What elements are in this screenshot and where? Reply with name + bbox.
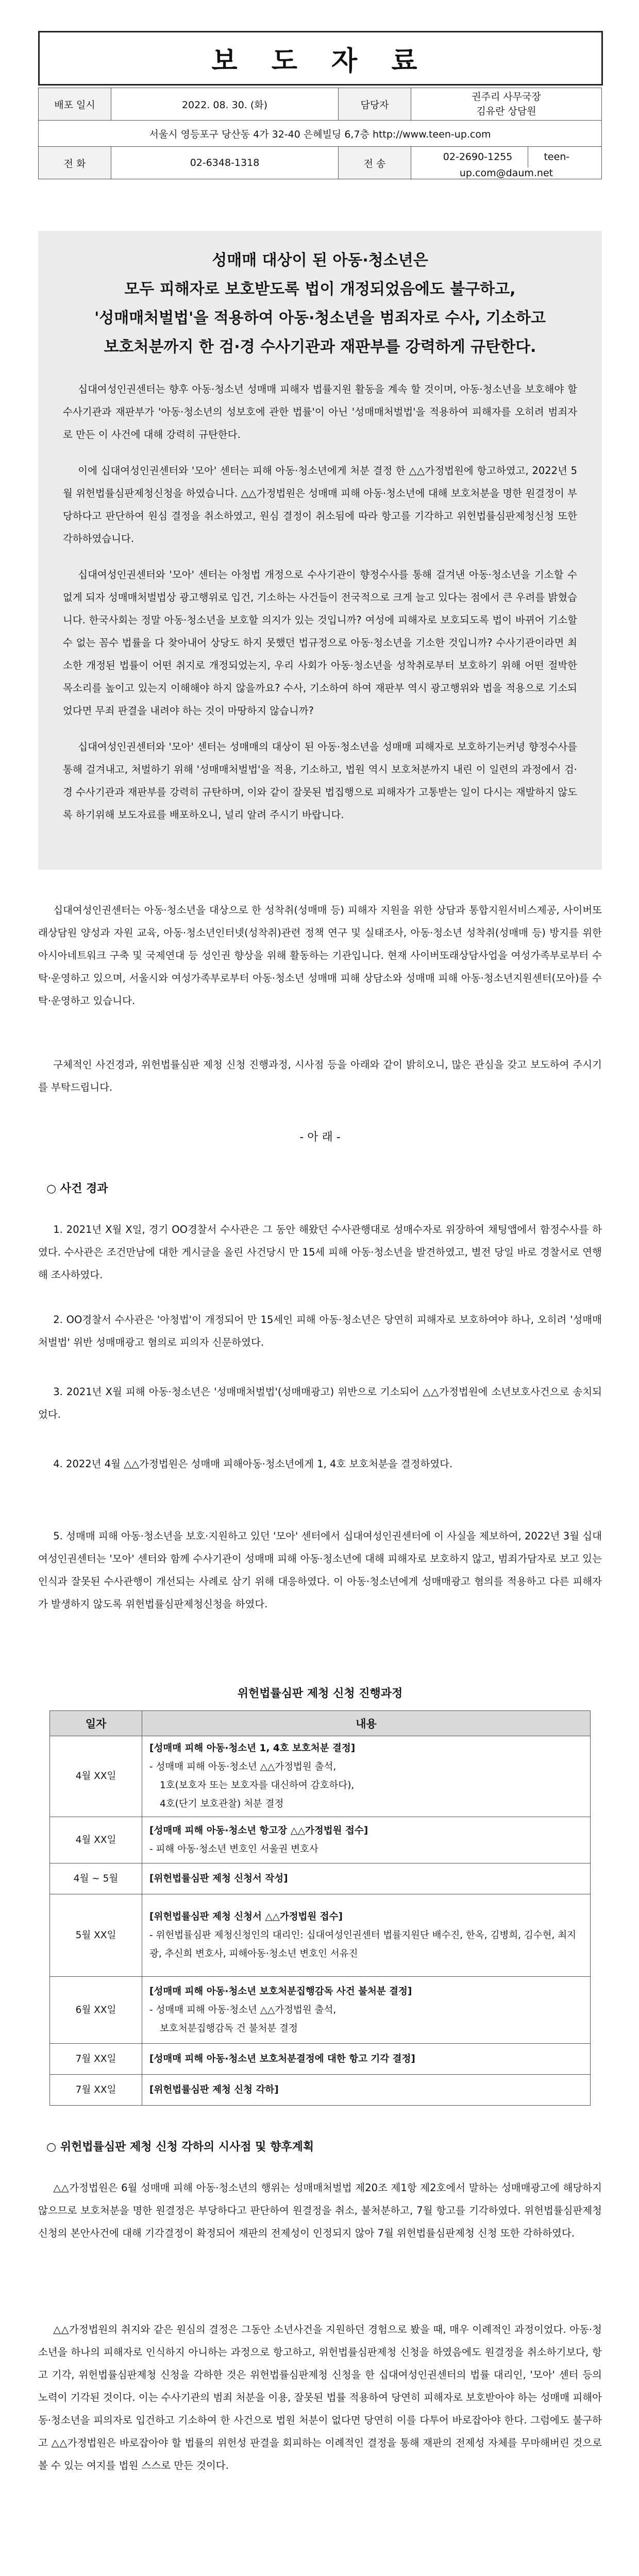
document-title: 보 도 자 료 [211,45,430,77]
summary-paragraph-2: 이에 십대여성인권센터와 '모아' 센터는 피해 아동·청소년에게 처분 결정 한 △△가정법원에 항고하였고, 2022년 5월 위헌법률심판제청신청을 하였습니다. △△가정법원은 성매매 피해 아동·청소년에 대해 보호처분을 명한 원결정이 부당하다고 판단하여 원심 결정을 취소하였고, 원심 결정이 취소됨에 따라 항고를 기각하고 위헌법률심판제청신청 또한 각하하였습니다. [63,465,577,545]
row-date: 7월 XX일 [50,2075,142,2106]
case-item-5-block [38,1525,602,1616]
contact-name-2: 김유란 상담원 [476,106,536,117]
row-content [142,1894,591,1977]
implication-paragraph-2: △△가정법원의 취지와 같은 원심의 결정은 그동안 소년사건을 지원하던 경험으로 봤을 때, 매우 이례적인 과정이었다. 아동·청소년을 하나의 피해자로 인식하지 아니하는 과정으로 항고하고, 위헌법률심판제청 신청을 하였음에도 원결정을 취소하기보다, 항고 기각, 위헌법률심판제청 신청을 각하한 것은 위헌법률심판제청 신청을 한 십대여성인권센터의 법률 대리인, '모아' 센터 등의 노력이 기각된 것이다. 이는 수사기관의 범죄 처분을 이용, 잘못된 법률 적용하여 당연히 피해자로 보호받아야 하는 성매매 피해아동·청소년을 피의자로 입건하고 기소하여 한 사건으로 법원 처분이 없다면 당연히 이를 다투어 바로잡아야 한다. 그럼에도 불구하고 △△가정법원은 바로잡아야 할 법률의 위헌성 판결을 회피하는 이례적인 결정을 통해 재판의 전제성 자체를 무마해버린 것으로 볼 수 있는 여지를 법원 스스로 만든 것이다. [38,2324,602,2471]
header-date: 일자 [50,1711,142,1736]
headline-line-4: 보호처분까지 한 검·경 수사기관과 재판부를 강력하게 규탄한다. [104,338,536,356]
row-date: 7월 XX일 [50,2044,142,2075]
row-content [142,2075,591,2106]
table-row [50,1977,591,2044]
case-item-4: 4. 2022년 4월 △△가정법원은 성매매 피해아동·청소년에게 1, 4호 보호처분을 결정하였다. [53,1458,453,1470]
row-line: 4호(단기 보호관찰) 처분 결정 [160,1799,284,1809]
case-item-2: 2. OO경찰서 수사관은 '아청법'이 개정되어 만 15세인 피해 아동·청소년은 당연히 피해자로 보호하여야 하나, 오히려 '성매매처벌법' 위반 성매매광고 혐의로 피의자 신문하였다. [38,1314,602,1348]
case-item-5: 5. 성매매 피해 아동·청소년을 보호·지원하고 있던 '모아' 센터에서 십대여성인권센터에 이 사실을 제보하여, 2022년 3월 십대여성인권센터는 '모아' 센터와 함께 수사기관이 성매매 피해 아동·청소년에 대해 피해자로 보호하지 않고, 범죄가담자로 보고 있는 인식과 잘못된 수사관행이 개선되는 사례로 삼기 위해 대응하였다. 이 아동·청소년에게 성매매광고 혐의를 적용하고 다른 피해자가 발생하지 않도록 위헌법률심판제청신청을 하였다. [38,1530,602,1610]
intro-paragraph-2: 구체적인 사건경과, 위헌법률심판 제청 신청 진행과정, 시사점 등을 아래와 같이 밝히오니, 많은 관심을 갖고 보도하여 주시기를 부탁드립니다. [38,1059,602,1093]
row-heading: [성매매 피해 아동·청소년 보호처분결정에 대한 항고 기각 결정] [149,2053,415,2064]
headline-line-1: 성매매 대상이 된 아동·청소년은 [212,251,428,269]
email-address: teen-up.com@daum.net [459,151,570,179]
progress-table-title: 위헌법률심판 제청 신청 진행과정 [237,1687,403,1700]
summary-paragraph-4: 십대여성인권센터와 '모아' 센터는 성매매의 대상이 된 아동·청소년을 성매매 피해자로 보호하기는커녕 향정수사를 통해 걸겨내고, 처벌하기 위해 '성매매처벌법'을 적용, 기소하고, 법원 역시 보호처분까지 내린 이 일련의 과정에서 검·경 수사기관과 재판부를 강력히 규탄하며, 이와 같이 잘못된 법집행으로 피해자가 고통받는 일이 다시는 재발하지 않도록 하기위해 보도자료를 배포하오니, 널리 알려 주시기 바랍니다. [63,741,577,821]
tel-number: 02-6348-1318 [190,157,260,168]
row-heading: [위헌법률심판 제청 신청서 △△가정법원 접수] [149,1911,343,1922]
table-row [50,2044,591,2075]
row-date: 4월 XX일 [50,1817,142,1863]
case-item-3-block [38,1381,602,1426]
info-table [38,88,602,179]
fax-label [339,147,411,179]
contact-value [411,88,602,121]
row-content [142,2044,591,2075]
table-row [50,1817,591,1863]
table-row [50,1736,591,1817]
fax-email [411,147,602,179]
row-line: - 피해 아동·청소년 변호인 서울권 변호사 [149,1843,318,1855]
row-line: - 성매매 피해 아동·청소년 △△가정법원 출석, [149,2004,337,2015]
headline-line-3: '성매매처벌법'을 적용하여 아동·청소년을 범죄자로 수사, 기소하고 [94,309,546,327]
summary-box [38,231,602,870]
case-item-1-block [38,1218,602,1286]
tel-value [111,147,339,179]
intro-paragraph-2-block [38,1054,602,1099]
case-item-1: 1. 2021년 X월 X일, 경기 OO경찰서 수사관은 그 동안 해왔던 수사관행대로 성매수자로 위장하여 채팅앱에서 함정수사를 하였다. 수사관은 조건만남에 대한 게시글을 올린 사건당시 만 15세 피해 아동·청소년을 발견하였고, 별전 당일 바로 경찰서로 연행해 조사하였다. [38,1224,602,1281]
row-date: 5월 XX일 [50,1894,142,1977]
contact-name-1: 권주리 사무국장 [472,91,541,103]
summary-paragraph-3: 십대여성인권센터와 '모아' 센터는 아청법 개정으로 수사기관이 향정수사를 통해 걸겨낸 아동·청소년을 기소할 수 없게 되자 성매매처벌법상 광고행위로 입건, 기소하는 사건들이 전국적으로 크게 늘고 있다는 점에서 큰 우려를 밝혔습니다. 한국사회는 정말 아동·청소년을 보호할 의지가 있는 것입니까? 여성에 피해자로 보호되도록 법이 바뀌어 기소할 수 없는 꼼수 법률을 다 찾아내어 상당도 하지 못했던 법규정으로 아동·청소년을 기소한 것입니까? 수사기관이라면 최소한 개정된 법률이 어떤 취지로 개정되었는지, 우리 사회가 아동·청소년을 성착취로부터 보호하기 위해 어떤 절박한 목소리를 높이고 있는지 이해해야 하지 않을까요? 수사, 기소하여 하여 재판부 역시 광고행위와 법을 적용으로 기소되었다면 무죄 판결을 내려야 하는 것이 마땅하지 않습니까? [63,569,577,717]
implication-paragraph-1-block [38,2177,602,2245]
row-heading: [성매매 피해 아동·청소년 보호처분집행감독 사건 불처분 결정] [149,1986,412,1997]
row-content [142,1977,591,2044]
header-content: 내용 [142,1711,591,1736]
case-item-4-block [38,1453,602,1476]
row-content [142,1736,591,1817]
intro-paragraph-1: 십대여성인권센터는 아동·청소년을 대상으로 한 성착취(성매매 등) 피해자 지원을 위한 상담과 통합지원서비스제공, 사이버또래상담원 양성과 자원 교육, 아동·청소년인터넷(성착취)관련 정책 연구 및 실태조사, 아동·청소년 성착취(성매매 등) 방지를 위한 아시아네트워크 구축 및 국제연대 등 성인권 향상을 위해 활동하는 기관입니다. 현재 사이버또래상담사업을 여성가족부로부터 수탁·운영하고 있으며, 서울시와 여성가족부로부터 아동·청소년 성매매 피해 상담소와 성매매 피해 아동·청소년지원센터(모아)를 수탁·운영하고 있습니다. [38,904,602,1007]
date-value: 2022. 08. 30. (화) [111,88,339,121]
table-row [50,2075,591,2106]
table-row [50,1894,591,1977]
section-case-title: ○ 사건 경과 [46,1182,108,1195]
fax-number: 02-2690-1255 [443,151,513,163]
implication-paragraph-1: △△가정법원은 6월 성매매 피해 아동·청소년의 행위는 성매매처벌법 제20조 제1항 제2호에서 말하는 성매매광고에 해당하지 않으므로 보호처분을 명한 원결정은 부당하다고 판단하여 원결정을 취소, 불처분하고, 7월 항고를 기각하였다. 위헌법률심판제청 신청의 본안사건에 대해 기각결정이 확정되어 재판의 전제성이 인정되지 않아 7월 위헌법률심판제청 신청 또한 각하하였다. [38,2182,602,2239]
row-line: 1호(보호자 또는 보호자를 대신하여 감호하다), [160,1780,355,1791]
row-line: - 위헌법률심판 제청신청인의 대리인: 십대여성인권센터 법률지원단 배수진, 한옥, 김병희, 김수현, 최지광, 추신희 변호사, 피해아동·청소년 변호인 서유진 [149,1929,576,1959]
case-item-2-block [38,1309,602,1354]
tel-label: 전 화 [39,147,111,179]
date-label: 배포 일시 [39,88,111,121]
fax-label-text: 전 송 [363,158,386,170]
section-implication-title: ○ 위헌법률심판 제청 신청 각하의 시사점 및 향후계획 [46,2141,314,2154]
row-heading: [성매매 피해 아동·청소년 항고장 △△가정법원 접수] [149,1825,368,1836]
row-date: 4월 XX일 [50,1736,142,1817]
headline-line-2: 모두 피해자로 보호받도록 법이 개정되었음에도 불구하고, [124,280,516,298]
address: 서울시 영등포구 당산동 4가 32-40 은혜빌딩 6,7층 http://www.teen-up.com [39,121,602,147]
row-line: 보호처분집행감독 건 불처분 결정 [160,2023,298,2034]
case-item-3: 3. 2021년 X월 피해 아동·청소년은 '성매매처벌법'(성매매광고) 위반으로 기소되어 △△가정법원에 소년보호사건으로 송치되었다. [38,1386,602,1420]
row-heading: [위헌법률심판 제청 신청서 작성] [149,1873,288,1884]
contact-label: 담당자 [339,88,411,121]
row-date: 6월 XX일 [50,1977,142,2044]
progress-table [49,1710,591,2106]
row-heading: [위헌법률심판 제청 신청 각하] [149,2084,279,2095]
title-box [38,31,603,86]
summary-headline [63,246,577,362]
row-date: 4월 ~ 5월 [50,1863,142,1894]
implication-paragraph-2-block [38,2318,602,2477]
divider-label: - 아 래 - [299,1131,341,1144]
row-content [142,1863,591,1894]
intro-paragraph-1-block [38,899,602,1012]
row-heading: [성매매 피해 아동·청소년 1, 4호 보호처분 결정] [149,1743,356,1754]
table-row [50,1863,591,1894]
row-line: - 성매매 피해 아동·청소년 △△가정법원 출석, [149,1761,337,1772]
row-content [142,1817,591,1863]
summary-paragraph-1: 십대여성인권센터는 향후 아동·청소년 성매매 피해자 법률지원 활동을 계속 할 것이며, 아동·청소년을 보호해야 할 수사기관과 재판부가 '아동·청소년의 성보호에 관한 법률'이 아닌 '성매매처벌법'을 적용하여 피해자를 오히려 범죄자로 만든 이 사건에 대해 강력히 규탄한다. [63,383,577,440]
